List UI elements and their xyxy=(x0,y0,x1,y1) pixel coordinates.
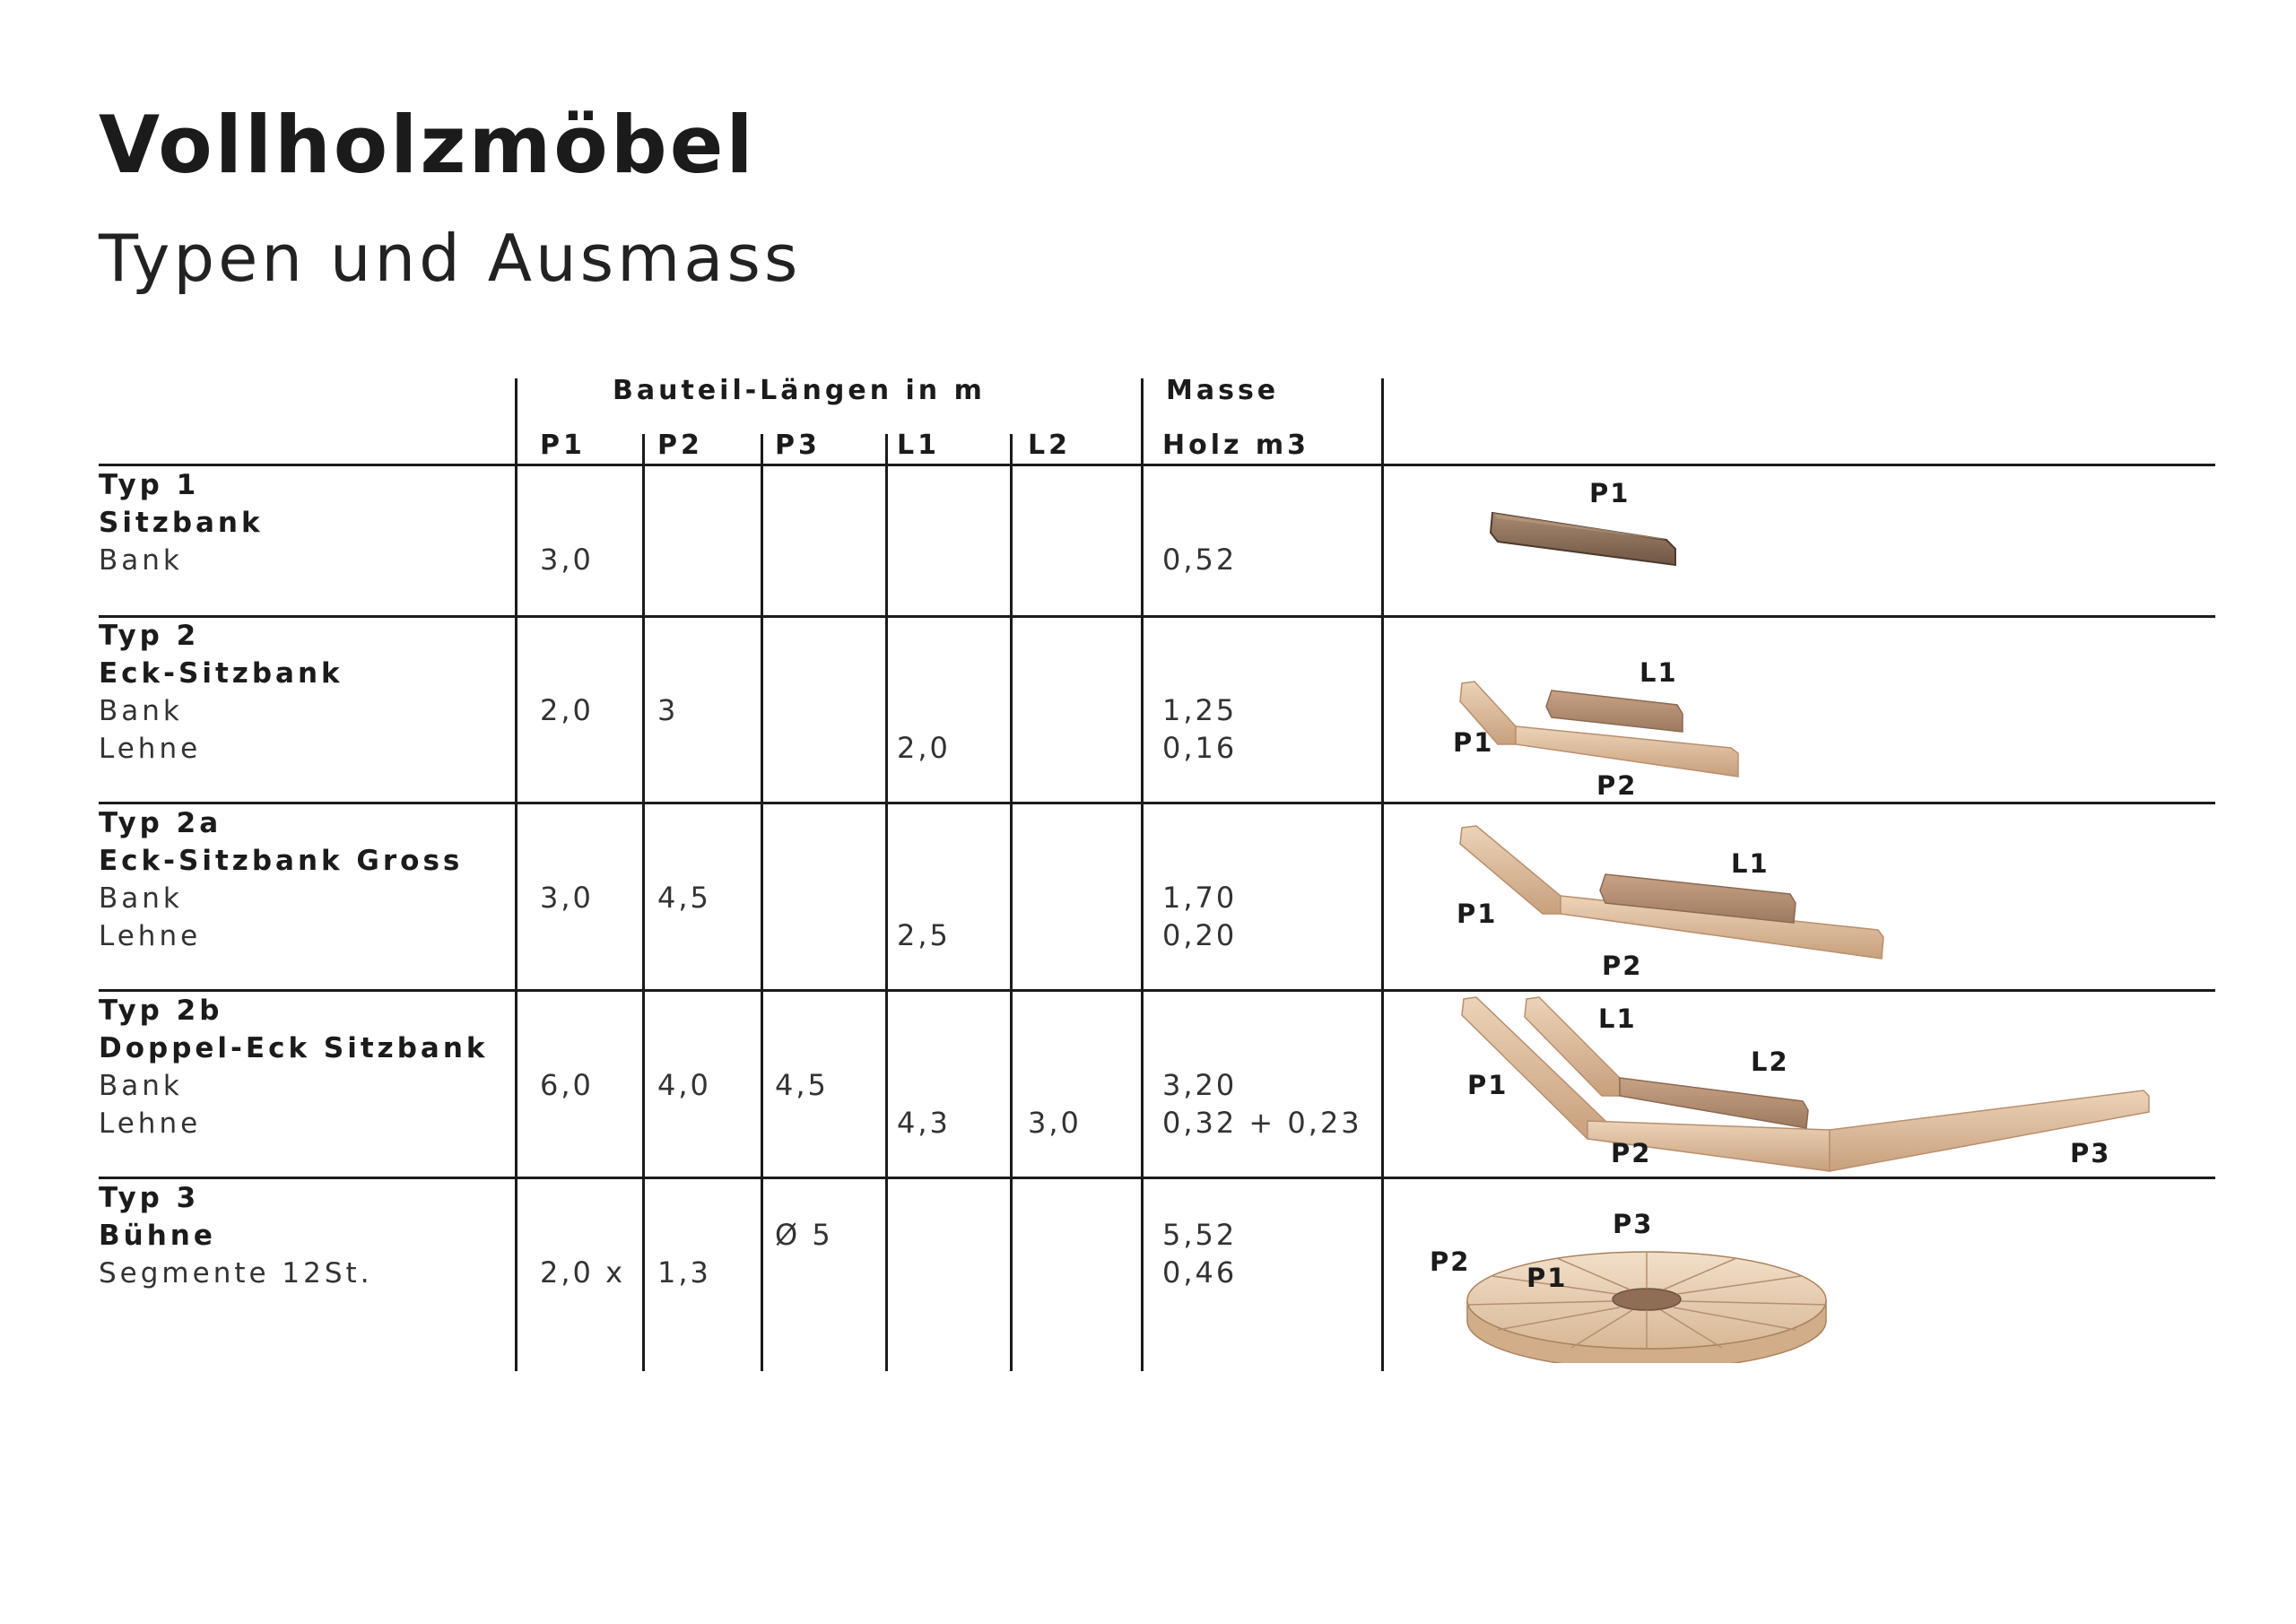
header-lengths: Bauteil-Längen in m xyxy=(613,375,986,406)
col-divider-p2 xyxy=(642,434,645,1371)
row-name: Sitzbank xyxy=(99,507,264,539)
illustration-typ2b xyxy=(1435,995,2170,1175)
row-name: Bühne xyxy=(99,1220,216,1252)
page-title: Vollholzmöbel xyxy=(99,99,756,191)
label-p1: P1 xyxy=(1526,1263,1568,1293)
row-part: Lehne xyxy=(99,733,202,765)
row-divider-header xyxy=(99,464,2215,466)
cell-p2: 1,3 xyxy=(657,1255,711,1290)
col-divider-l1 xyxy=(885,434,888,1371)
cell-mass: 5,52 xyxy=(1162,1218,1238,1252)
row-part: Bank xyxy=(99,695,183,727)
page-subtitle: Typen und Ausmass xyxy=(99,221,802,296)
cell-mass: 0,20 xyxy=(1162,918,1238,952)
header-mass: Masse xyxy=(1166,375,1280,406)
backrest-l1 xyxy=(1546,690,1683,732)
row-part: Segmente 12St. xyxy=(99,1257,373,1290)
row-part: Lehne xyxy=(99,1107,202,1140)
row-name: Eck-Sitzbank xyxy=(99,657,344,690)
cell-p3: 4,5 xyxy=(775,1068,829,1102)
label-l1: L1 xyxy=(1731,848,1770,879)
cell-p1: 3,0 xyxy=(540,881,594,915)
illustration-typ1 xyxy=(1471,475,1776,583)
header-col-l1: L1 xyxy=(897,430,940,461)
row-type: Typ 2a xyxy=(99,807,222,839)
col-divider-mass xyxy=(1141,378,1144,1371)
bench-p2 xyxy=(1516,726,1738,777)
cell-p1: 2,0 xyxy=(540,693,594,727)
label-p3: P3 xyxy=(1613,1209,1654,1239)
cell-p2: 4,5 xyxy=(657,881,711,915)
cell-p2: 4,0 xyxy=(657,1068,711,1102)
label-p1: P1 xyxy=(1453,727,1494,758)
row-type: Typ 2b xyxy=(99,994,223,1027)
row-divider-typ1 xyxy=(99,615,2215,618)
label-p2: P2 xyxy=(1430,1246,1471,1277)
cell-p1: 2,0 x xyxy=(540,1255,625,1290)
cell-p3: Ø 5 xyxy=(775,1218,833,1252)
label-l1: L1 xyxy=(1598,1003,1637,1034)
label-p3: P3 xyxy=(2070,1138,2111,1168)
header-col-p2: P2 xyxy=(657,430,703,461)
label-l1: L1 xyxy=(1639,657,1678,688)
row-type: Typ 3 xyxy=(99,1182,200,1214)
cell-p1: 3,0 xyxy=(540,543,594,577)
illustration-typ2a xyxy=(1435,821,1919,991)
cell-l1: 2,5 xyxy=(897,918,951,952)
row-type: Typ 2 xyxy=(99,620,200,652)
label-l2: L2 xyxy=(1751,1046,1789,1077)
label-p1: P1 xyxy=(1467,1070,1509,1100)
header-col-mass: Holz m3 xyxy=(1162,430,1310,461)
header-col-l2: L2 xyxy=(1028,430,1071,461)
cell-mass: 0,32 + 0,23 xyxy=(1162,1106,1362,1140)
label-p2: P2 xyxy=(1596,770,1638,801)
cell-p1: 6,0 xyxy=(540,1068,594,1102)
stage-center xyxy=(1613,1289,1681,1310)
illustration-typ2 xyxy=(1435,655,1794,807)
header-col-p1: P1 xyxy=(540,430,586,461)
row-name: Doppel-Eck Sitzbank xyxy=(99,1032,489,1064)
cell-mass: 0,46 xyxy=(1162,1255,1238,1290)
row-part: Lehne xyxy=(99,920,202,952)
row-name: Eck-Sitzbank Gross xyxy=(99,845,464,877)
cell-mass: 0,16 xyxy=(1162,731,1238,765)
cell-mass: 0,52 xyxy=(1162,543,1238,577)
cell-p2: 3 xyxy=(657,693,679,727)
label-p2: P2 xyxy=(1611,1138,1652,1168)
label-p1: P1 xyxy=(1589,478,1631,508)
col-divider-p3 xyxy=(761,434,763,1371)
row-part: Bank xyxy=(99,1070,183,1102)
col-divider-illus xyxy=(1381,378,1384,1371)
row-type: Typ 1 xyxy=(99,469,200,501)
cell-mass: 3,20 xyxy=(1162,1068,1238,1102)
col-divider-l2 xyxy=(1010,434,1013,1371)
row-divider-typ2b xyxy=(99,1177,2215,1179)
cell-l2: 3,0 xyxy=(1028,1106,1082,1140)
row-part: Bank xyxy=(99,882,183,915)
label-p1: P1 xyxy=(1457,899,1498,929)
illustration-typ3 xyxy=(1426,1206,1848,1363)
cell-l1: 4,3 xyxy=(897,1106,951,1140)
cell-mass: 1,25 xyxy=(1162,693,1238,727)
row-part: Bank xyxy=(99,544,183,577)
header-col-p3: P3 xyxy=(775,430,821,461)
cell-l1: 2,0 xyxy=(897,731,951,765)
row-divider-typ2 xyxy=(99,802,2215,804)
backrest-l2 xyxy=(1620,1078,1808,1128)
cell-mass: 1,70 xyxy=(1162,881,1238,915)
col-divider-p1 xyxy=(515,378,517,1371)
label-p2: P2 xyxy=(1602,951,1643,981)
